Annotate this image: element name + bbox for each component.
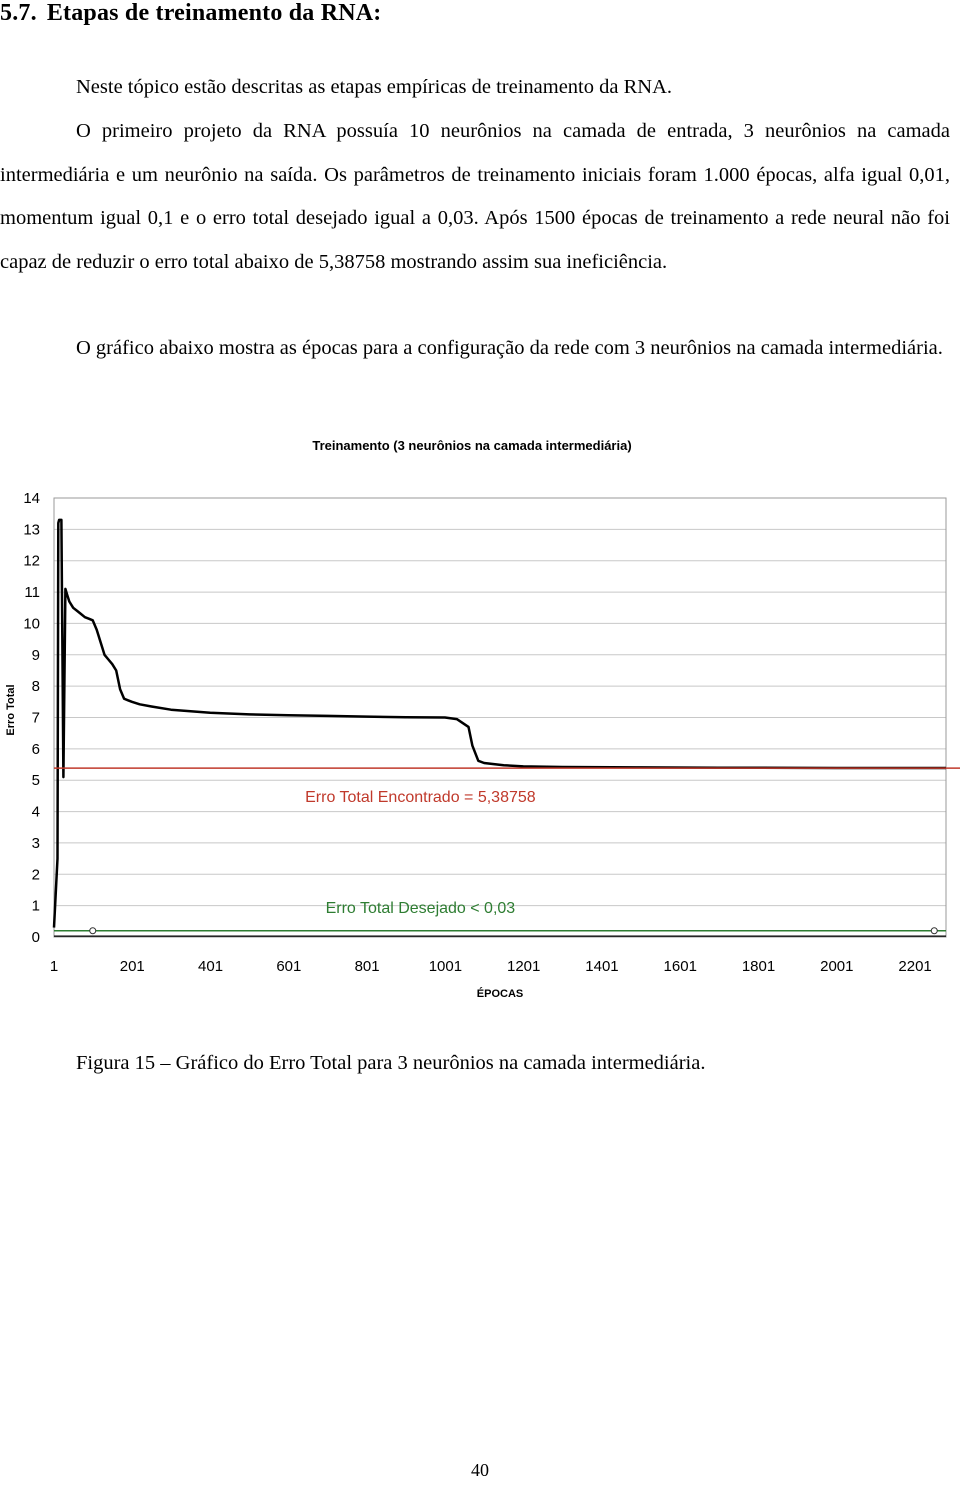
y-tick-label: 8 <box>31 678 40 696</box>
page-number: 40 <box>471 1460 489 1480</box>
y-axis-label: Erro Total <box>5 684 17 736</box>
series-marker <box>931 928 937 934</box>
y-tick-label: 7 <box>31 709 40 727</box>
x-axis-label: ÉPOCAS <box>476 988 524 1000</box>
y-tick-label: 0 <box>31 929 40 946</box>
x-tick-label: 801 <box>354 958 380 975</box>
x-tick-label: 401 <box>198 958 224 975</box>
x-tick-label: 1801 <box>741 958 776 975</box>
paragraph-2-text: O primeiro projeto da RNA possuía 10 neurônios na camada de entrada, 3 neurônios na camada intermediária e um neurônio na saída. Os parâmetros de treinamento iniciais foram 1.000 épocas, alfa igual 0,01, momentum igual 0,1 e o erro total desejado igual a 0,03. Após 1500 épocas de treinamento a rede neural não foi capaz de reduzir o erro total abaixo de 5,38758 mostrando assim sua ineficiência. <box>0 120 950 273</box>
y-tick-label: 11 <box>24 584 40 602</box>
y-tick-label: 13 <box>23 521 40 539</box>
y-tick-label: 4 <box>31 803 40 821</box>
y-tick-label: 10 <box>23 615 40 633</box>
x-tick-label: 601 <box>276 958 302 975</box>
figure-caption: Figura 15 – Gráfico do Erro Total para 3 neurônios na camada intermediária. <box>76 1052 706 1074</box>
paragraph-1-text: Neste tópico estão descritas as etapas empíricas de treinamento da RNA. <box>76 76 673 98</box>
y-tick-label: 14 <box>23 490 40 507</box>
x-tick-label: 201 <box>119 958 145 975</box>
x-tick-label: 1601 <box>663 958 697 975</box>
y-tick-label: 6 <box>31 740 40 758</box>
x-tick-label: 1001 <box>428 958 463 975</box>
series-line-1 <box>54 520 946 928</box>
paragraph-1 <box>0 66 950 110</box>
chart-annotation: Erro Total Encontrado = 5,38758 <box>305 788 536 806</box>
series-marker <box>90 928 96 934</box>
x-tick-label: 1 <box>49 958 59 975</box>
paragraph-3-text: O gráfico abaixo mostra as épocas para a configuração da rede com 3 neurônios na camada intermediária. <box>76 337 943 359</box>
chart-title: Treinamento (3 neurônios na camada intermediária) <box>312 438 632 453</box>
x-tick-label: 1401 <box>585 958 619 975</box>
chart-figure <box>0 430 960 1010</box>
y-tick-label: 12 <box>23 552 40 570</box>
section-heading <box>0 0 382 27</box>
paragraph-2 <box>0 110 950 284</box>
paragraph-3 <box>0 327 950 371</box>
x-tick-label: 2001 <box>820 958 854 975</box>
y-tick-label: 3 <box>31 834 40 852</box>
x-tick-label: 1201 <box>506 958 541 975</box>
section-number: 5.7. <box>0 0 37 26</box>
chart-svg <box>0 430 960 1010</box>
x-tick-label: 2201 <box>898 958 932 975</box>
plot-area <box>23 490 960 975</box>
y-tick-label: 2 <box>31 866 40 884</box>
chart-annotation: Erro Total Desejado < 0,03 <box>325 900 516 918</box>
section-title: Etapas de treinamento da RNA: <box>46 0 382 26</box>
y-tick-label: 9 <box>31 646 40 664</box>
y-tick-label: 5 <box>31 772 40 790</box>
y-tick-label: 1 <box>31 897 40 915</box>
